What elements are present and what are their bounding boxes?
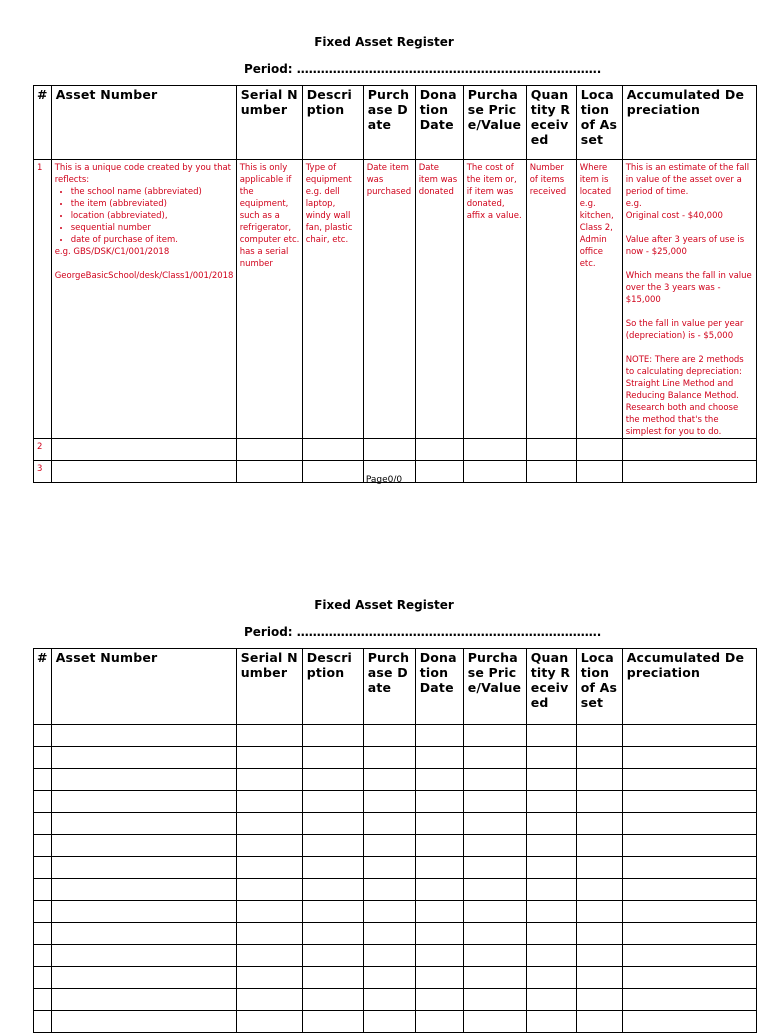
header-asset-number: Asset Number	[51, 649, 236, 725]
header-accumulated-depreciation: Accumulated Depreciation	[622, 86, 756, 160]
header-quantity-received: Quantity Received	[526, 86, 576, 160]
blank-table-row	[34, 725, 757, 747]
blank-table-row	[34, 879, 757, 901]
header-donation-date: Donation Date	[415, 86, 463, 160]
asset-bullet-list	[55, 186, 234, 246]
asset-bullet: • location (abbreviated),	[71, 210, 234, 222]
depreciation-text: Value after 3 years of use is now - $25,000	[625, 235, 745, 257]
header-purchase-date: Purchase Date	[363, 649, 415, 725]
header-accumulated-depreciation: Accumulated Depreciation	[622, 649, 756, 725]
quantity-guide: Number of items received	[526, 160, 576, 439]
blank-table-row	[34, 901, 757, 923]
table-row	[34, 439, 757, 461]
asset-bullet: • the school name (abbreviated)	[71, 186, 234, 198]
donation-date-guide: Date item was donated	[415, 160, 463, 439]
blank-table-row	[34, 747, 757, 769]
period-line: Period: ………………………………………………………………….	[244, 625, 602, 639]
blank-table-row	[34, 791, 757, 813]
depreciation-text: Which means the fall in value over the 3 years was - $15,000	[625, 271, 752, 305]
depreciation-note: NOTE: There are 2 methods to calculating depreciation: Straight Line Method and Reducing Balance Method. Research both and choose the method that's the simplest for you to do.	[625, 355, 744, 437]
header-description: Description	[302, 86, 363, 160]
blank-table-row	[34, 923, 757, 945]
blank-table-row	[34, 1011, 757, 1033]
depreciation-text: Original cost - $40,000	[625, 211, 723, 221]
page-title: Fixed Asset Register	[314, 35, 454, 49]
price-guide: The cost of the item or, if item was donated, affix a value.	[463, 160, 526, 439]
example-row	[34, 160, 757, 439]
asset-intro: This is a unique code created by you that reflects:	[54, 163, 232, 185]
asset-register-blank-table	[33, 648, 757, 1033]
asset-register-table	[33, 85, 757, 483]
header-purchase-price: Purchase Price/Value	[463, 86, 526, 160]
depreciation-text: e.g.	[625, 199, 642, 209]
description-guide: Type of equipment e.g. dell laptop, windy wall fan, plastic chair, etc.	[302, 160, 363, 439]
header-location: Location of Asset	[576, 649, 622, 725]
header-row	[34, 649, 757, 725]
location-guide: Where item is located e.g. kitchen, Class 2, Admin office etc.	[576, 160, 622, 439]
header-asset-number: Asset Number	[51, 86, 236, 160]
header-number: #	[34, 86, 52, 160]
blank-table-row	[34, 857, 757, 879]
header-donation-date: Donation Date	[415, 649, 463, 725]
purchase-date-guide: Date item was purchased	[363, 160, 415, 439]
header-purchase-date: Purchase Date	[363, 86, 415, 160]
blank-table-row	[34, 989, 757, 1011]
page-title: Fixed Asset Register	[314, 598, 454, 612]
depreciation-text: So the fall in value per year (depreciation) is - $5,000	[625, 319, 744, 341]
asset-bullet: • date of purchase of item.	[71, 234, 234, 246]
header-quantity-received: Quantity Received	[526, 649, 576, 725]
serial-guide: This is only applicable if the equipment, such as a refrigerator, computer etc. has a serial number	[236, 160, 302, 439]
header-purchase-price: Purchase Price/Value	[463, 649, 526, 725]
header-row	[34, 86, 757, 160]
asset-number-guide	[51, 160, 236, 439]
period-line: Period: ………………………………………………………………….	[244, 62, 602, 76]
row-number: 1	[34, 160, 52, 439]
header-serial-number: Serial Number	[236, 649, 302, 725]
row-number: 3	[34, 461, 52, 483]
asset-example-long: GeorgeBasicSchool/desk/Class1/001/2018	[54, 271, 234, 281]
blank-table-row	[34, 967, 757, 989]
asset-example-code: e.g. GBS/DSK/C1/001/2018	[54, 247, 170, 257]
depreciation-guide	[622, 160, 756, 439]
asset-bullet: • the item (abbreviated)	[71, 198, 234, 210]
row-number: 2	[34, 439, 52, 461]
asset-bullet: • sequential number	[71, 222, 234, 234]
blank-table-row	[34, 769, 757, 791]
header-serial-number: Serial Number	[236, 86, 302, 160]
blank-table-row	[34, 813, 757, 835]
header-description: Description	[302, 649, 363, 725]
blank-table-row	[34, 835, 757, 857]
header-number: #	[34, 649, 52, 725]
depreciation-text: This is an estimate of the fall in value of the asset over a period of time.	[625, 163, 750, 197]
page-footer: Page0/0	[365, 475, 403, 485]
blank-table-row	[34, 945, 757, 967]
header-location: Location of Asset	[576, 86, 622, 160]
